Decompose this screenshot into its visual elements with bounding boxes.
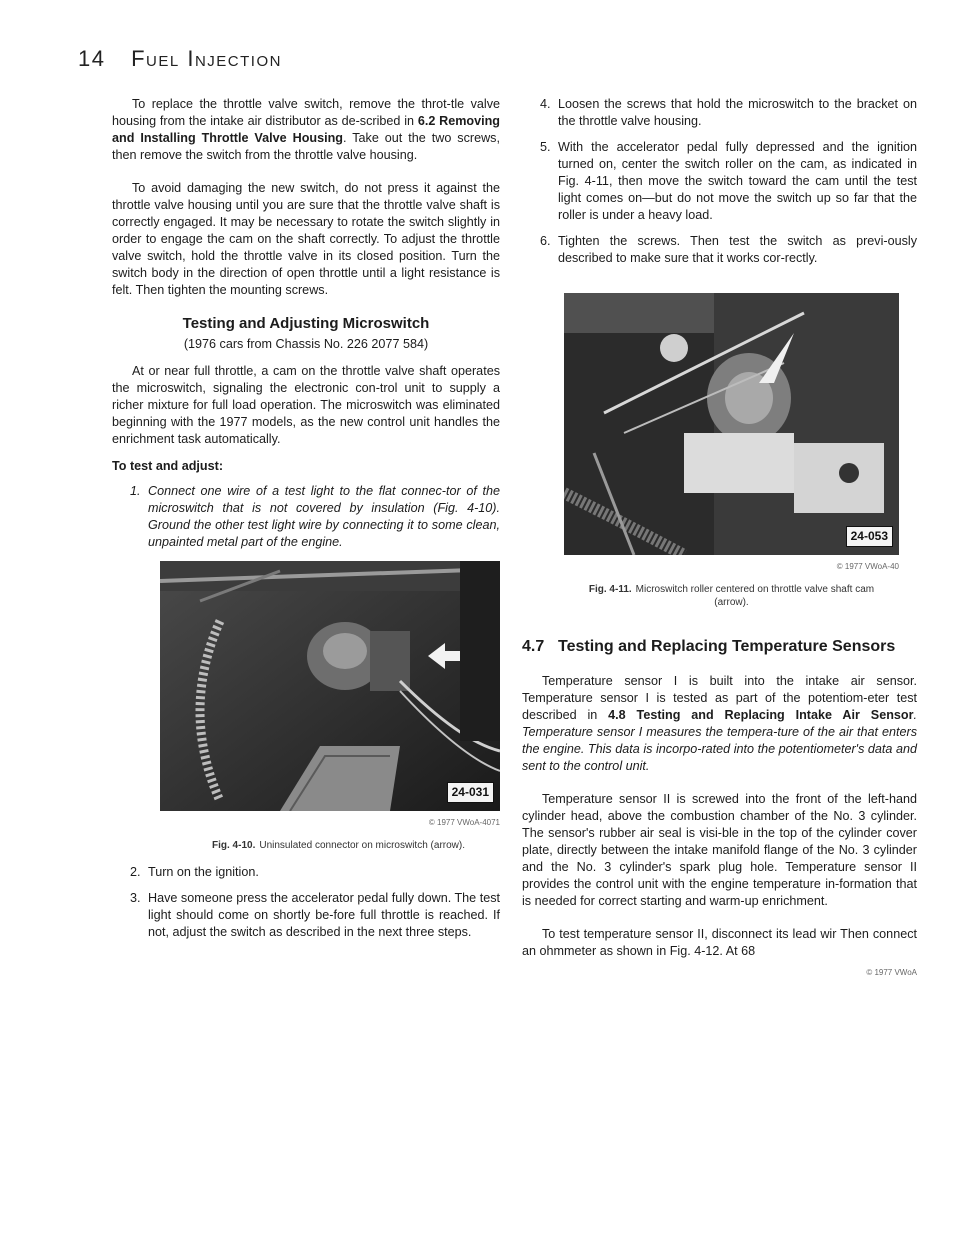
figure-caption: Fig. 4-10. Uninsulated connector on microswitch (arrow). bbox=[212, 840, 465, 851]
section-heading-4-7: 4.7 Testing and Replacing Temperature Sensors bbox=[522, 638, 896, 655]
figure-code: 24-053 bbox=[846, 526, 893, 547]
cross-reference: 6.2 Removing and Installing Throttle Valve Housing bbox=[112, 114, 500, 145]
paragraph-sensor-1: Temperature sensor I is built into the intake air sensor. Temperature sensor I is tested as part of the potentiom-eter test described in 4.8 Testing and Replacing Intake Air Sensor. Temperature sensor I measures the tempera-ture of the air that enters the engine. This data is incorpo-rated into the potentiometer's data and sent to the control unit. bbox=[522, 674, 917, 773]
figure-caption: Fig. 4-11. Microswitch roller centered on throttle valve shaft cam (arrow). bbox=[588, 584, 875, 608]
chapter-title: Fuel Injection bbox=[131, 46, 282, 71]
paragraph-avoid-damage: To avoid damaging the new switch, do not press it against the throttle valve housing until you are sure that the throttle valve shaft is correctly engaged. It may be necessary to rotate the switch slightly in order to engage the cam on the shaft correctly. To adjust the throttle valve switch, hold the throttle valve in its closed position. Turn the switch body in the direction of open throttle until a light resistance is felt. Then tighten the mounting screws. bbox=[112, 181, 500, 297]
step-1: 1. Connect one wire of a test light to the flat connec-tor of the microswitch that is not covered by insulation (Fig. 4-10). Ground the other test light wire by connecting it to some clean, unpainted metal part of the engine. bbox=[130, 484, 500, 549]
engine-photo-illustration bbox=[160, 561, 500, 811]
figure-4-10 bbox=[160, 561, 500, 852]
figure-4-11 bbox=[564, 293, 899, 609]
page-number: 14 bbox=[78, 46, 106, 71]
step-2: 2. Turn on the ignition. bbox=[130, 865, 259, 879]
section-title-microswitch: Testing and Adjusting Microswitch bbox=[182, 315, 430, 332]
page-header bbox=[78, 46, 282, 72]
procedure-lead: To test and adjust: bbox=[112, 459, 224, 473]
steps-list-a bbox=[112, 483, 500, 551]
paragraph-replace-switch: To replace the throttle valve switch, remove the throt-tle valve housing from the intake air distributor as de-scribed in 6.2 Removing and Installing Throttle Valve Housing. Take out the two screws, then remove the switch from the throttle valve housing. bbox=[112, 97, 500, 162]
left-column bbox=[112, 96, 500, 951]
section-note: (1976 cars from Chassis No. 226 2077 584) bbox=[183, 337, 429, 351]
right-column bbox=[522, 96, 917, 981]
step-4: 4. Loosen the screws that hold the microswitch to the bracket on the throttle valve housing. bbox=[540, 97, 917, 128]
paragraph-sensor-2: Temperature sensor II is screwed into the front of the left-hand cylinder head, above the combustion chamber of the No. 3 cylinder. The sensor's rubber air seal is visi-ble in the top of the cylinder cover plate, directly between the intake manifold flange of the No. 3 cylinder and the No. 3 cylinder's spark plug hole. Temperature sensor II provides the control unit with the engine temperature in-formation that is needed for correct starting and warm-up enrichment. bbox=[522, 792, 917, 908]
paragraph-test-sensor: To test temperature sensor II, disconnect its lead wir Then connect an ohmmeter as shown in Fig. 4-12. At 68 bbox=[522, 927, 917, 958]
figure-4-11-photo bbox=[564, 293, 899, 555]
figure-code: 24-031 bbox=[447, 782, 494, 803]
microswitch-photo-illustration bbox=[564, 293, 899, 555]
step-3: 3. Have someone press the accelerator pedal fully down. The test light should come on shortly be-fore full throttle is reached. If not, adjust the switch as described in the next three steps. bbox=[130, 891, 500, 939]
steps-list-b bbox=[112, 864, 500, 941]
step-6: 6. Tighten the screws. Then test the switch as previ-ously described to make sure that it works cor-rectly. bbox=[540, 234, 917, 265]
paragraph-microswitch: At or near full throttle, a cam on the throttle valve shaft operates the microswitch, signaling the electronic con-trol unit to supply a richer mixture for full load operation. The microswitch was eliminated beginning with the 1977 models, as the new control unit handles the enrichment task automatically. bbox=[112, 364, 500, 446]
figure-copyright: © 1977 VWoA-4071 bbox=[428, 818, 500, 827]
step-5: 5. With the accelerator pedal fully depressed and the ignition turned on, center the switch roller on the cam, as indicated in Fig. 4-11, then move the switch toward the cam until the test light comes on—but do not move the switch up so far that the roller is under a heavy load. bbox=[540, 140, 917, 222]
cross-reference: 4.8 Testing and Replacing Intake Air Sensor bbox=[608, 708, 914, 722]
page-copyright: © 1977 VWoA bbox=[866, 968, 917, 977]
figure-copyright: © 1977 VWoA-40 bbox=[836, 562, 899, 571]
steps-list-c bbox=[522, 96, 917, 267]
figure-4-10-photo bbox=[160, 561, 500, 811]
